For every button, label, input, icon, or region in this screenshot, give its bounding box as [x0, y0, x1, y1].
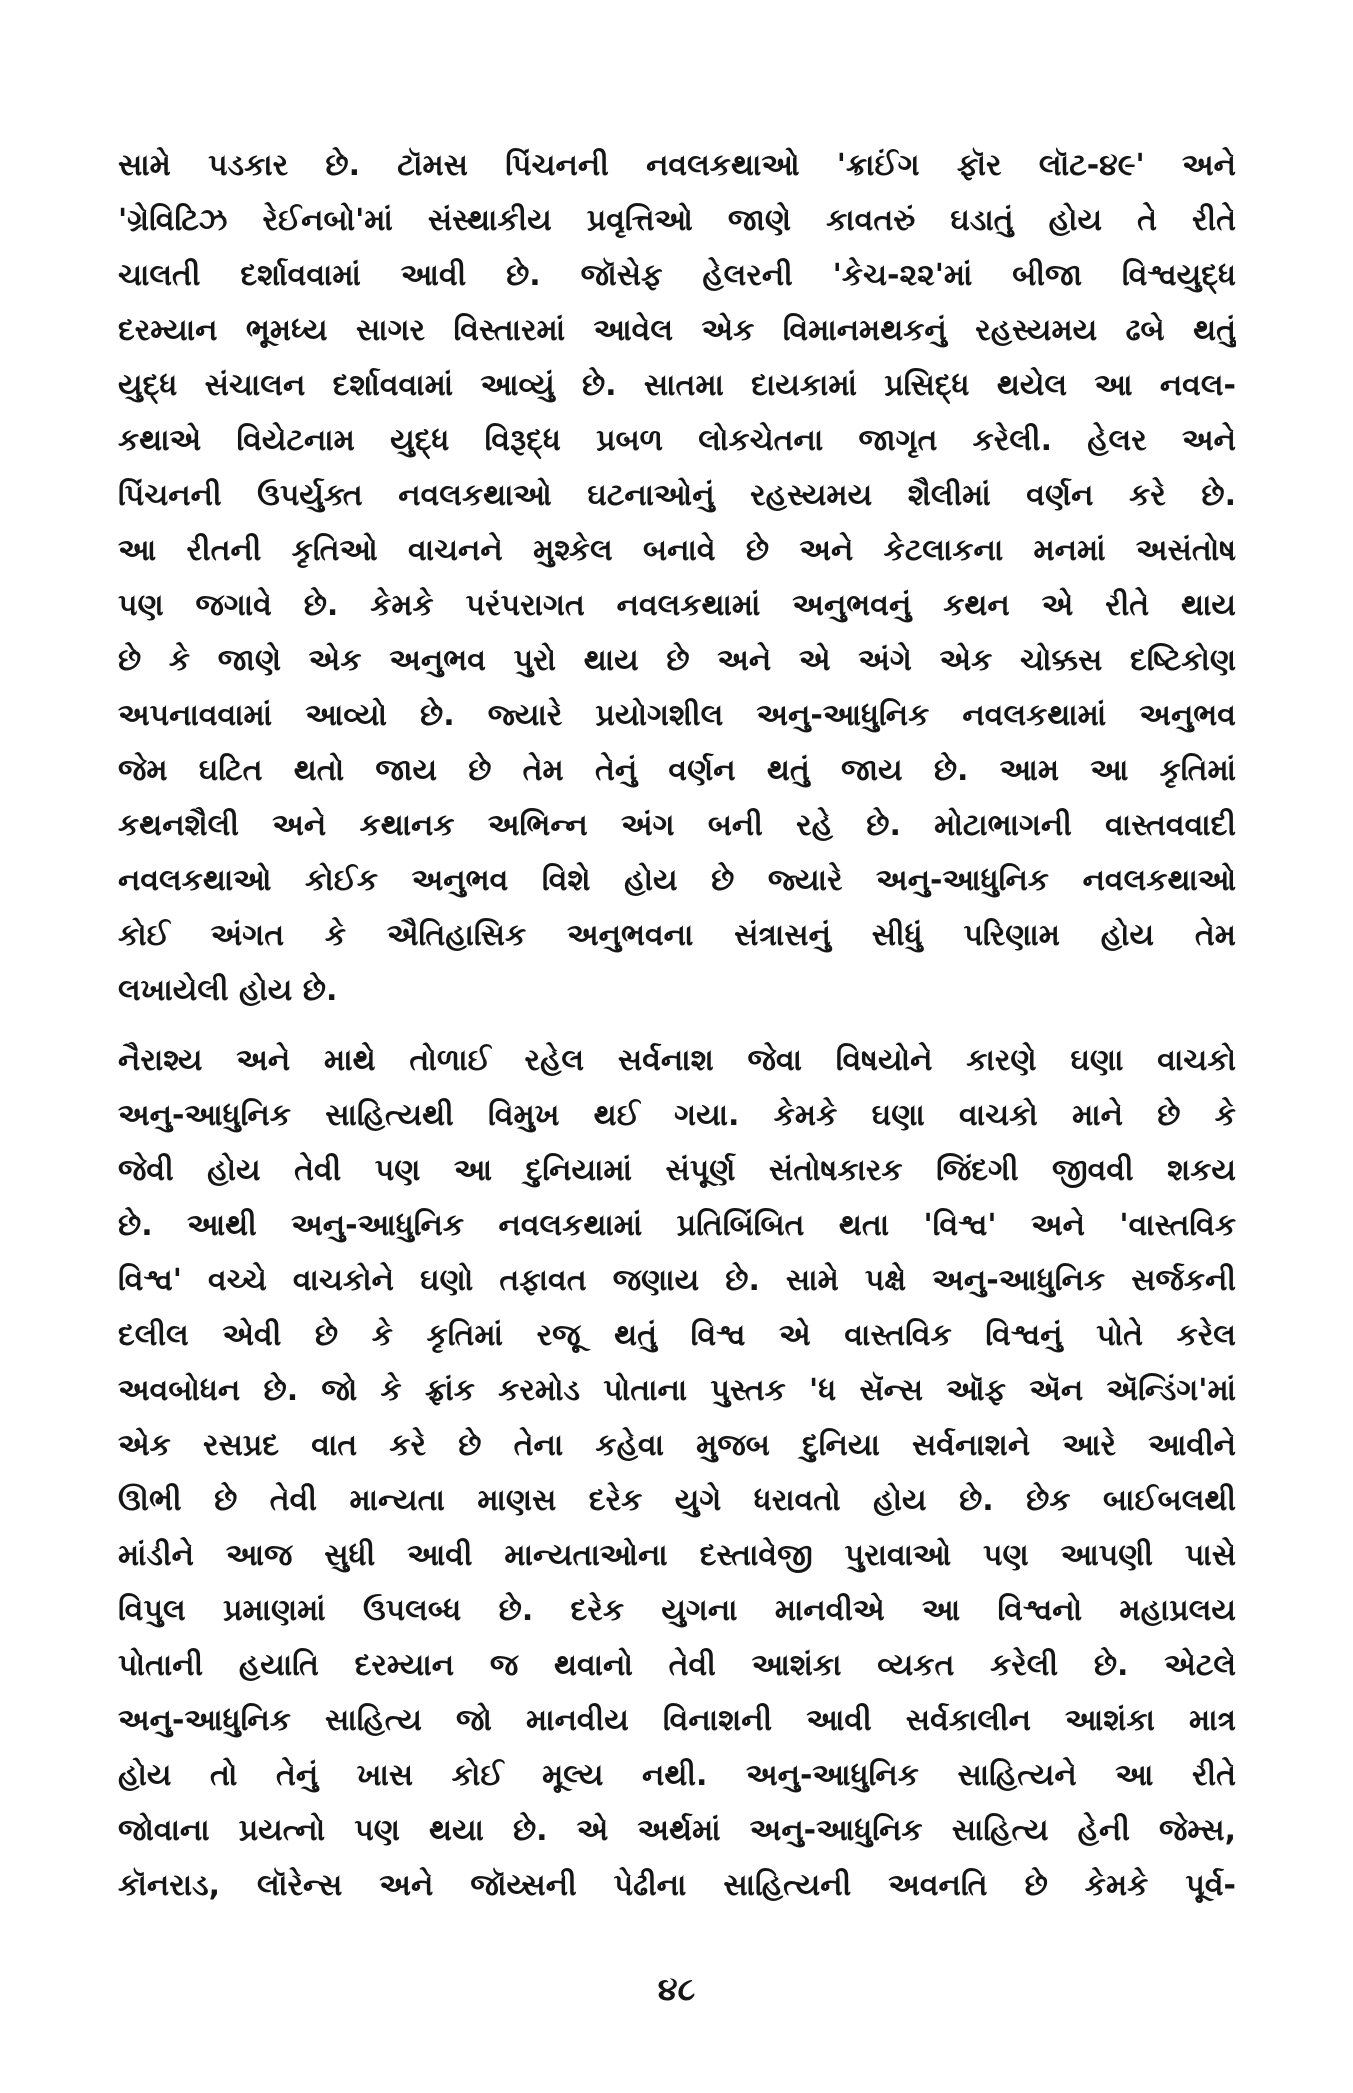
text-line: કોઈ અંગત કે ઐતિહાસિક અનુભવના સંત્રાસનું સીધું પરિણામ હોય તેમ [118, 918, 1236, 953]
text-line: સામે પડકાર છે. ટૉમસ પિંચનની નવલકથાઓ 'ક્રાઈંગ ફૉર લૉટ-૪૯' અને [118, 148, 1236, 183]
text-line: છે. આથી અનુ-આધુનિક નવલકથામાં પ્રતિબિંબિત થતા 'વિશ્વ' અને 'વાસ્તવિક [118, 1208, 1236, 1243]
text-line: કથાએ વિયેટનામ યુદ્ધ વિરૂદ્ધ પ્રબળ લોકચેતના જાગૃત કરેલી. હેલર અને [118, 423, 1236, 458]
text-line: ઊભી છે તેવી માન્યતા માણસ દરેક યુગે ધરાવતો હોય છે. છેક બાઈબલથી [118, 1483, 1236, 1518]
text-line: નૈરાશ્ય અને માથે તોળાઈ રહેલ સર્વનાશ જેવા વિષયોને કારણે ઘણા વાચકો [118, 1043, 1236, 1078]
text-line: એક રસપ્રદ વાત કરે છે તેના કહેવા મુજબ દુનિયા સર્વનાશને આરે આવીને [118, 1428, 1236, 1463]
text-line: પિંચનની ઉપર્યુક્ત નવલકથાઓ ઘટનાઓનું રહસ્યમય શૈલીમાં વર્ણન કરે છે. [118, 478, 1236, 513]
text-line: કૉનરાડ, લૉરેન્સ અને જૉય્સની પેઢીના સાહિત્યની અવનતિ છે કેમકે પૂર્વ- [118, 1868, 1236, 1903]
text-line: જોવાના પ્રયત્નો પણ થયા છે. એ અર્થમાં અનુ-આધુનિક સાહિત્ય હેની જેમ્સ, [118, 1813, 1236, 1848]
text-line: કથનશૈલી અને કથાનક અભિન્ન અંગ બની રહે છે. મોટાભાગની વાસ્તવવાદી [118, 808, 1236, 843]
text-line: નવલકથાઓ કોઈક અનુભવ વિશે હોય છે જ્યારે અનુ-આધુનિક નવલકથાઓ [118, 863, 1236, 898]
text-line: હોય તો તેનું ખાસ કોઈ મૂલ્ય નથી. અનુ-આધુનિક સાહિત્યને આ રીતે [118, 1758, 1236, 1793]
text-line: અવબોધન છે. જો કે ફ્રાંક કરમોડ પોતાના પુસ્તક 'ધ સૅન્સ ઑફ ઍન ઍન્ડિંગ'માં [118, 1373, 1236, 1408]
text-line: લખાયેલી હોય છે. [118, 973, 338, 1008]
text-line: દરમ્યાન ભૂમધ્ય સાગર વિસ્તારમાં આવેલ એક વિમાનમથકનું રહસ્યમય ઢબે થતું [118, 313, 1236, 348]
text-line: યુદ્ધ સંચાલન દર્શાવવામાં આવ્યું છે. સાતમા દાયકામાં પ્રસિદ્ધ થયેલ આ નવલ- [118, 368, 1236, 403]
text-line: પોતાની હયાતિ દરમ્યાન જ થવાનો તેવી આશંકા વ્યકત કરેલી છે. એટલે [118, 1648, 1236, 1683]
text-line: વિપુલ પ્રમાણમાં ઉપલબ્ધ છે. દરેક યુગના માનવીએ આ વિશ્વનો મહાપ્રલય [118, 1593, 1236, 1628]
text-line: ચાલતી દર્શાવવામાં આવી છે. જૉસેફ હેલરની 'કેચ-૨૨'માં બીજા વિશ્વયુદ્ધ [118, 258, 1236, 293]
text-line: આ રીતની કૃતિઓ વાચનને મુશ્કેલ બનાવે છે અને કેટલાકના મનમાં અસંતોષ [118, 533, 1236, 568]
text-line: છે કે જાણે એક અનુભવ પુરો થાય છે અને એ અંગે એક ચોક્કસ દષ્ટિકોણ [118, 643, 1236, 678]
text-line: અપનાવવામાં આવ્યો છે. જ્યારે પ્રયોગશીલ અનુ-આધુનિક નવલકથામાં અનુભવ [118, 698, 1236, 733]
page-number: ૪૮ [657, 1970, 696, 2008]
paragraph-2 [118, 1033, 1236, 1913]
text-line: દલીલ એવી છે કે કૃતિમાં રજૂ થતું વિશ્વ એ વાસ્તવિક વિશ્વનું પોતે કરેલ [118, 1318, 1236, 1353]
text-line: માંડીને આજ સુધી આવી માન્યતાઓના દસ્તાવેજી પુરાવાઓ પણ આપણી પાસે [118, 1538, 1236, 1573]
text-line: જેમ ઘટિત થતો જાય છે તેમ તેનું વર્ણન થતું જાય છે. આમ આ કૃતિમાં [118, 753, 1236, 788]
text-line: પણ જગાવે છે. કેમકે પરંપરાગત નવલકથામાં અનુભવનું કથન એ રીતે થાય [118, 588, 1236, 623]
text-line: વિશ્વ' વચ્ચે વાચકોને ઘણો તફાવત જણાય છે. સામે પક્ષે અનુ-આધુનિક સર્જકની [118, 1263, 1236, 1298]
paragraph-1 [118, 138, 1236, 1018]
text-line: અનુ-આધુનિક સાહિત્યથી વિમુખ થઈ ગયા. કેમકે ઘણા વાચકો માને છે કે [118, 1098, 1236, 1133]
text-line: 'ગ્રેવિટિઝ રેઈનબો'માં સંસ્થાકીય પ્રવૃત્તિઓ જાણે કાવતરું ઘડાતું હોય તે રીતે [118, 203, 1236, 238]
text-line: અનુ-આધુનિક સાહિત્ય જો માનવીય વિનાશની આવી સર્વકાલીન આશંકા માત્ર [118, 1703, 1236, 1738]
text-line: જેવી હોય તેવી પણ આ દુનિયામાં સંપૂર્ણ સંતોષકારક જિંદગી જીવવી શકય [118, 1153, 1236, 1188]
